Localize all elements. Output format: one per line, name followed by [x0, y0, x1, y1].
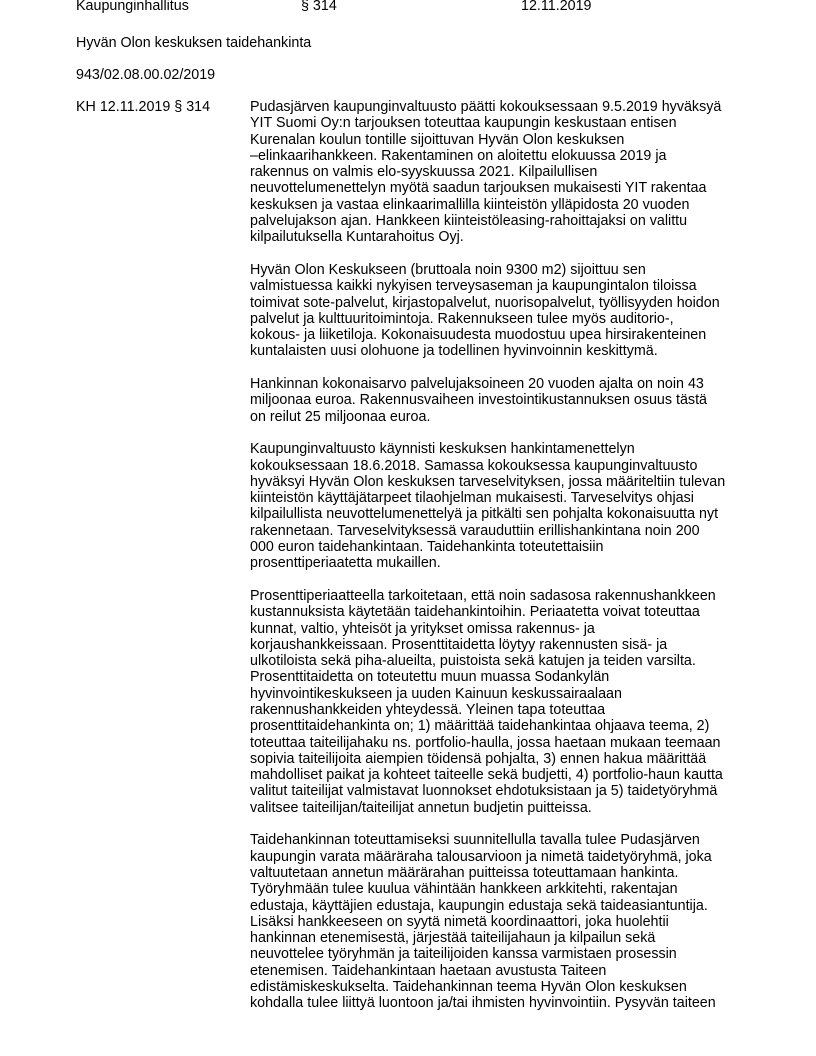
header-date: 12.11.2019	[521, 0, 592, 14]
paragraph-line: hyväksyi Hyvän Olon keskuksen tarveselvityksen, jossa määriteltiin tulevan	[250, 473, 726, 490]
paragraph-line: hankinnan etenemisestä, järjestää taiteilijahaun ja kilpailun sekä	[250, 930, 656, 947]
paragraph-line: kaupungin varata määräraha talousarvioon ja nimetä taidetyöryhmä, joka	[250, 848, 712, 865]
body-paragraph	[250, 262, 740, 360]
paragraph-line: 000 euron taidehankintaan. Taidehankinta toteutettaisiin	[250, 539, 604, 556]
body-paragraph	[250, 376, 740, 425]
paragraph-line: korjaushankkeissaan. Prosenttitaidetta löytyy rakennusten sisä- ja	[250, 636, 668, 653]
document-title: Hyvän Olon keskuksen taidehankinta	[76, 35, 312, 51]
record-number: 943/02.08.00.02/2019	[76, 67, 216, 83]
paragraph-line: kohdalla tulee liittyä luontoon ja/tai ihmisten hyvinvointiin. Pysyvän taiteen	[250, 995, 716, 1012]
paragraph-line: valitsee taiteilijan/taiteilijat annetun budjetin puitteissa.	[250, 799, 592, 816]
paragraph-line: YIT Suomi Oy:n tarjouksen toteuttaa kaupungin keskustaan entisen	[250, 115, 677, 132]
paragraph-line: rakennetaan. Tarveselvityksessä varauduttiin erillishankintana noin 200	[250, 522, 700, 539]
paragraph-line: ulkotiloista sekä piha-alueilta, puistoista sekä katujen ja teiden varsilta.	[250, 653, 696, 670]
paragraph-line: neuvottelee työryhmän ja taiteilijoiden kanssa varmistaen prosessin	[250, 946, 677, 963]
paragraph-line: miljoonaa euroa. Rakennusvaiheen investointikustannuksen osuus tästä	[250, 392, 707, 409]
paragraph-line: Kaupunginvaltuusto käynnisti keskuksen hankintamenettelyn	[250, 441, 635, 458]
paragraph-line: kilpailutuksella Kuntarahoitus Oyj.	[250, 229, 464, 246]
paragraph-line: neuvottelumenettelyn myötä saadun tarjouksen mukaisesti YIT rakentaa	[250, 180, 707, 197]
paragraph-line: kunnat, valtio, yhteisöt ja yritykset omissa rakennus- ja	[250, 620, 595, 637]
body-paragraph	[250, 588, 740, 816]
paragraph-line: Hyvän Olon Keskukseen (bruttoala noin 9300 m2) sijoittuu sen	[250, 261, 646, 278]
paragraph-line: etenemisen. Taidehankintaan haetaan avustusta Taiteen	[250, 962, 607, 979]
paragraph-line: keskuksen ja vastaa elinkaarimallilla kiinteistön ylläpidosta 20 vuoden	[250, 196, 690, 213]
paragraph-line: toteuttaa taiteilijahaku ns. portfolio-haulla, jossa haetaan mukaan teemaan	[250, 734, 721, 751]
paragraph-line: on reilut 25 miljoonaa euroa.	[250, 408, 431, 425]
meeting-reference: KH 12.11.2019 § 314	[76, 99, 211, 115]
header-section: § 314	[301, 0, 337, 14]
paragraph-line: prosenttiperiaatetta mukaillen.	[250, 555, 441, 572]
paragraph-line: rakennus on valmis elo-syyskuussa 2021. Kilpailullisen	[250, 164, 598, 181]
paragraph-line: Työryhmään tulee kuulua vähintään hankkeen arkkitehti, rakentajan	[250, 881, 678, 898]
paragraph-line: palvelut ja kulttuuritoimintoja. Rakennukseen tulee myös auditorio-,	[250, 310, 674, 327]
paragraph-line: Lisäksi hankkeeseen on syytä nimetä koordinaattori, joka huolehtii	[250, 913, 669, 930]
paragraph-line: Hankinnan kokonaisarvo palvelujaksoineen 20 vuoden ajalta on noin 43	[250, 376, 704, 393]
paragraph-line: kustannuksista käytetään taidehankintoihin. Periaatetta voivat toteuttaa	[250, 604, 700, 621]
paragraph-line: kilpailullista neuvottelumenettelyä ja pitkälti sen pohjalta kokonaisuutta nyt	[250, 506, 719, 523]
paragraph-line: toimivat sote-palvelut, kirjastopalvelut, nuorisopalvelut, työllisyyden hoidon	[250, 294, 720, 311]
document-body	[250, 99, 740, 1028]
paragraph-line: edustaja, käyttäjien edustaja, kaupungin edustaja sekä taideasiantuntija.	[250, 897, 708, 914]
paragraph-line: kiinteistön käyttäjätarpeet tilaohjelman mukaisesti. Tarveselvitys ohjasi	[250, 490, 694, 507]
paragraph-line: edistämiskeskukselta. Taidehankinnan teema Hyvän Olon keskuksen	[250, 979, 687, 996]
paragraph-line: mahdolliset paikat ja kohteet taiteelle sekä budjetti, 4) portfolio-haun kautta	[250, 767, 723, 784]
body-paragraph	[250, 832, 740, 1011]
paragraph-line: Prosenttiperiaatteella tarkoitetaan, että noin sadasosa rakennushankkeen	[250, 587, 716, 604]
body-paragraph	[250, 99, 740, 246]
paragraph-line: Pudasjärven kaupunginvaltuusto päätti kokouksessaan 9.5.2019 hyväksyä	[250, 99, 722, 115]
body-paragraph	[250, 441, 740, 571]
paragraph-line: kuntalaisten uusi olohuone ja todellinen hyvinvoinnin keskittymä.	[250, 343, 658, 360]
paragraph-line: prosenttitaidehankinta on; 1) määrittää taidehankintaa ohjaava teema, 2)	[250, 718, 710, 735]
paragraph-line: palvelujakson ajan. Hankkeen kiinteistöleasing-rahoittajaksi on valittu	[250, 213, 688, 230]
paragraph-line: Prosenttitaidetta on toteutettu muun muassa Sodankylän	[250, 669, 610, 686]
paragraph-line: rakennushankkeiden yhteydessä. Yleinen tapa toteuttaa	[250, 701, 606, 718]
paragraph-line: Kurenalan koulun tontille sijoittuvan Hyvän Olon keskuksen	[250, 131, 625, 148]
paragraph-line: kokouksessaan 18.6.2018. Samassa kokouksessa kaupunginvaltuusto	[250, 457, 698, 474]
paragraph-line: Taidehankinnan toteuttamiseksi suunnitellulla tavalla tulee Pudasjärven	[250, 832, 700, 849]
paragraph-line: –elinkaarihankkeen. Rakentaminen on aloitettu elokuussa 2019 ja	[250, 147, 667, 164]
paragraph-line: hyvinvointikeskukseen ja uuden Kainuun keskussairaalaan	[250, 685, 622, 702]
paragraph-line: valtuutetaan annetun määrärahan puitteissa toteuttamaan hankinta.	[250, 864, 679, 881]
paragraph-line: sopivia taiteilijoita aiempien töidensä pohjalta, 3) ennen hakua määrittää	[250, 750, 707, 767]
header-organ: Kaupunginhallitus	[76, 0, 189, 14]
paragraph-line: valmistuessa kaikki nykyisen terveysaseman ja kaupungintalon tiloissa	[250, 278, 697, 295]
paragraph-line: kokous- ja liiketiloja. Kokonaisuudesta muodostuu upea hirsirakenteinen	[250, 327, 707, 344]
paragraph-line: valitut taiteilijat valmistavat luonnokset ehdotuksistaan ja 5) taidetyöryhmä	[250, 783, 718, 800]
